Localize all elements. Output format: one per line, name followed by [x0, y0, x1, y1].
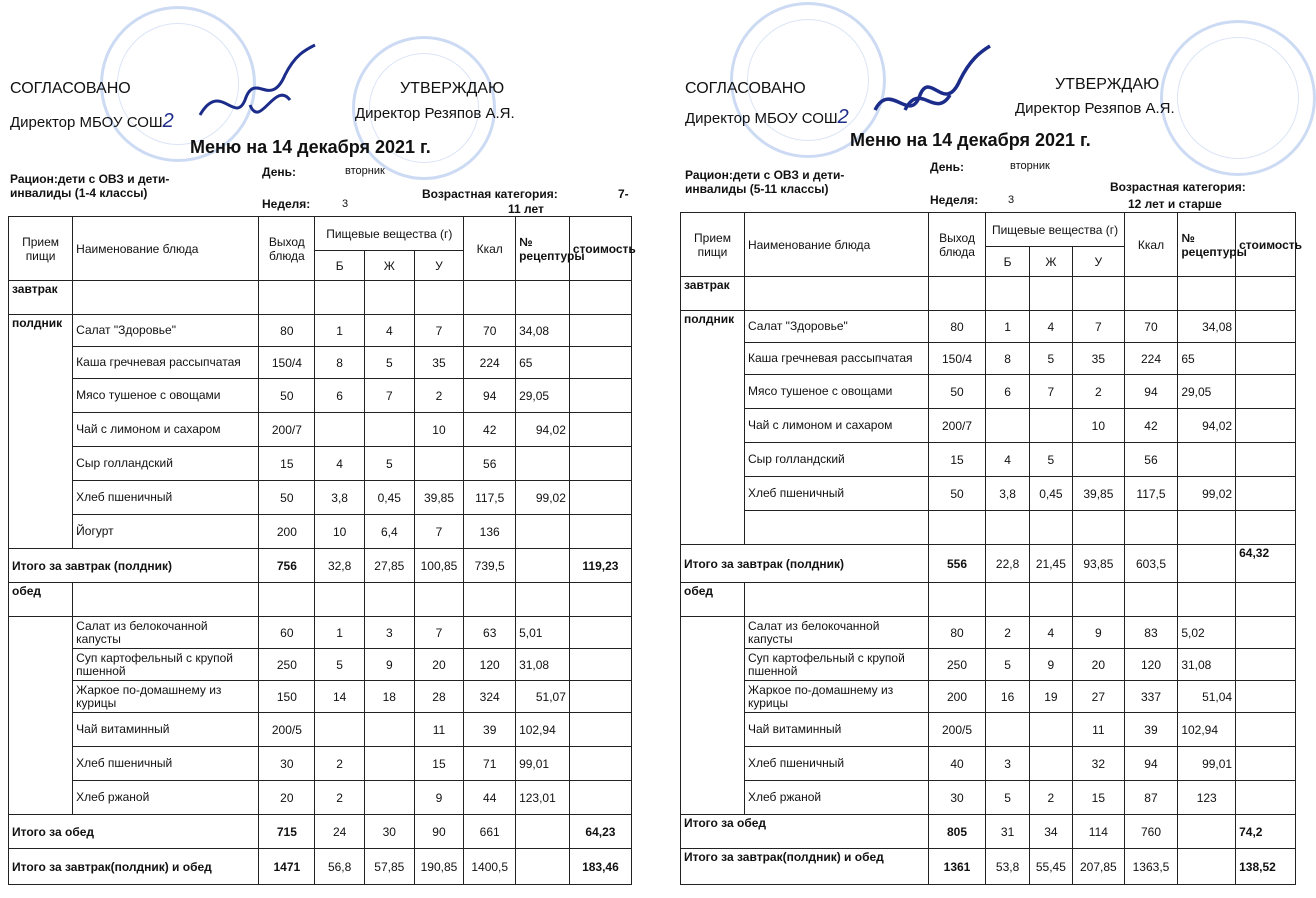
col-recipe: № рецептуры — [1178, 213, 1236, 277]
day-label: День: — [262, 165, 296, 179]
director-name: Директор Резяпов А.Я. — [355, 105, 515, 122]
col-cost: стоимость — [1236, 213, 1296, 277]
table-row: Каша гречневая рассыпчатая 150/4 8 5 35 224 65 — [681, 343, 1296, 375]
ration-label: Рацион:дети с ОВЗ и дети-инвалиды (5-11 классы) — [685, 168, 845, 196]
col-yield: Выход блюда — [259, 217, 315, 281]
col-nutrients: Пищевые вещества (г) — [986, 213, 1124, 247]
total-lunch-row: Итого за обед 715 24 30 90 661 64,23 — [9, 815, 632, 849]
total-breakfast-row: Итого за завтрак (полдник) 556 22,8 21,45 93,85 603,5 64,32 — [681, 545, 1296, 583]
table-row: Салат из белокочанной капусты 60 1 3 7 63 5,01 — [9, 617, 632, 649]
week-value: 3 — [342, 198, 349, 210]
director-signature — [860, 40, 1000, 140]
col-fat: Ж — [1029, 247, 1072, 277]
approved-label: УТВЕРЖДАЮ — [400, 80, 505, 97]
week-label: Неделя: — [930, 193, 979, 207]
director-signature — [190, 40, 330, 140]
page-title: Меню на 14 декабря 2021 г. — [850, 130, 1091, 150]
table-row: Хлеб ржаной 30 5 2 15 87 123 — [681, 781, 1296, 815]
school-stamp — [1160, 20, 1316, 176]
col-recipe: № рецептуры — [516, 217, 570, 281]
total-breakfast-row: Итого за завтрак (полдник) 756 32,8 27,85 100,85 739,5 119,23 — [9, 549, 632, 583]
age-category-value: 12 лет и старше — [1128, 197, 1222, 211]
col-kcal: Ккал — [464, 217, 516, 281]
week-label: Неделя: — [262, 197, 311, 211]
menu-table-right — [680, 212, 1303, 885]
age-category-label: Возрастная категория: — [422, 187, 558, 201]
col-fat: Ж — [364, 251, 414, 281]
ration-label: Рацион:дети с ОВЗ и дети-инвалиды (1-4 классы) — [10, 172, 170, 200]
col-carbs: У — [414, 251, 464, 281]
section-breakfast: завтрак — [681, 277, 745, 311]
agreed-label: СОГЛАСОВАНО — [10, 80, 131, 97]
section-lunch: обед — [681, 583, 745, 617]
agreed-label: СОГЛАСОВАНО — [685, 80, 806, 97]
director-name: Директор Резяпов А.Я. — [1015, 100, 1175, 117]
col-meal: Прием пищи — [9, 217, 73, 281]
table-row: Салат из белокочанной капусты 80 2 4 9 83 5,02 — [681, 617, 1296, 649]
table-row: Мясо тушеное с овощами 50 6 7 2 94 29,05 — [681, 375, 1296, 409]
age-category-label: Возрастная категория: — [1110, 180, 1246, 194]
col-carbs: У — [1073, 247, 1125, 277]
age-category-value-cont: 11 лет — [508, 202, 544, 216]
col-cost: стоимость — [569, 217, 631, 281]
table-row: Суп картофельный с крупой пшенной 250 5 9 20 120 31,08 — [681, 649, 1296, 681]
week-value: 3 — [1008, 194, 1015, 206]
col-yield: Выход блюда — [928, 213, 986, 277]
table-row: Хлеб пшеничный 50 3,8 0,45 39,85 117,5 99,02 — [9, 481, 632, 515]
section-breakfast: завтрак — [9, 281, 73, 315]
director-school: Директор МБОУ СОШ2 — [685, 106, 849, 128]
table-row: Суп картофельный с крупой пшенной 250 5 9 20 120 31,08 — [9, 649, 632, 681]
col-kcal: Ккал — [1124, 213, 1178, 277]
table-row: Жаркое по-домашнему из курицы 150 14 18 28 324 51,07 — [9, 681, 632, 713]
section-lunch: обед — [9, 583, 73, 617]
section-snack: полдник — [681, 311, 745, 545]
age-category-value: 7- — [618, 187, 629, 201]
table-row: Хлеб пшеничный 50 3,8 0,45 39,85 117,5 99,02 — [681, 477, 1296, 511]
day-value: вторник — [345, 165, 385, 177]
menu-table-left — [8, 216, 636, 885]
table-row: полдник Салат "Здоровье" 80 1 4 7 70 34,08 — [9, 315, 632, 347]
total-all-row: Итого за завтрак(полдник) и обед 1471 56,8 57,85 190,85 1400,5 183,46 — [9, 849, 632, 885]
table-row: Чай витаминный 200/5 11 39 102,94 — [9, 713, 632, 747]
table-row: Хлеб пшеничный 30 2 15 71 99,01 — [9, 747, 632, 781]
section-snack: полдник — [9, 315, 73, 549]
total-lunch-row: Итого за обед 805 31 34 114 760 74,2 — [681, 815, 1296, 849]
table-row: Каша гречневая рассыпчатая 150/4 8 5 35 224 65 — [9, 347, 632, 379]
col-dish: Наименование блюда — [744, 213, 928, 277]
col-meal: Прием пищи — [681, 213, 745, 277]
day-label: День: — [930, 160, 964, 174]
table-row: Хлеб пшеничный 40 3 32 94 99,01 — [681, 747, 1296, 781]
school-number: 2 — [837, 106, 849, 128]
table-row: Хлеб ржаной 20 2 9 44 123,01 — [9, 781, 632, 815]
table-row: полдник Салат "Здоровье" 80 1 4 7 70 34,08 — [681, 311, 1296, 343]
table-row: Мясо тушеное с овощами 50 6 7 2 94 29,05 — [9, 379, 632, 413]
director-school: Директор МБОУ СОШ2 — [10, 110, 174, 132]
col-protein: Б — [986, 247, 1029, 277]
table-row: Жаркое по-домашнему из курицы 200 16 19 27 337 51,04 — [681, 681, 1296, 713]
school-number: 2 — [162, 110, 174, 132]
table-row: Сыр голландский 15 4 5 56 — [9, 447, 632, 481]
page-title: Меню на 14 декабря 2021 г. — [190, 137, 431, 157]
col-protein: Б — [315, 251, 365, 281]
day-value: вторник — [1010, 160, 1050, 172]
table-row — [681, 511, 1296, 545]
table-row: Чай с лимоном и сахаром 200/7 10 42 94,02 — [681, 409, 1296, 443]
total-all-row: Итого за завтрак(полдник) и обед 1361 53,8 55,45 207,85 1363,5 138,52 — [681, 849, 1296, 885]
table-row: Чай витаминный 200/5 11 39 102,94 — [681, 713, 1296, 747]
table-row: Йогурт 200 10 6,4 7 136 — [9, 515, 632, 549]
col-nutrients: Пищевые вещества (г) — [315, 217, 464, 251]
col-dish: Наименование блюда — [73, 217, 259, 281]
approved-label: УТВЕРЖДАЮ — [1055, 76, 1160, 93]
table-row: Чай с лимоном и сахаром 200/7 10 42 94,02 — [9, 413, 632, 447]
table-row: Сыр голландский 15 4 5 56 — [681, 443, 1296, 477]
